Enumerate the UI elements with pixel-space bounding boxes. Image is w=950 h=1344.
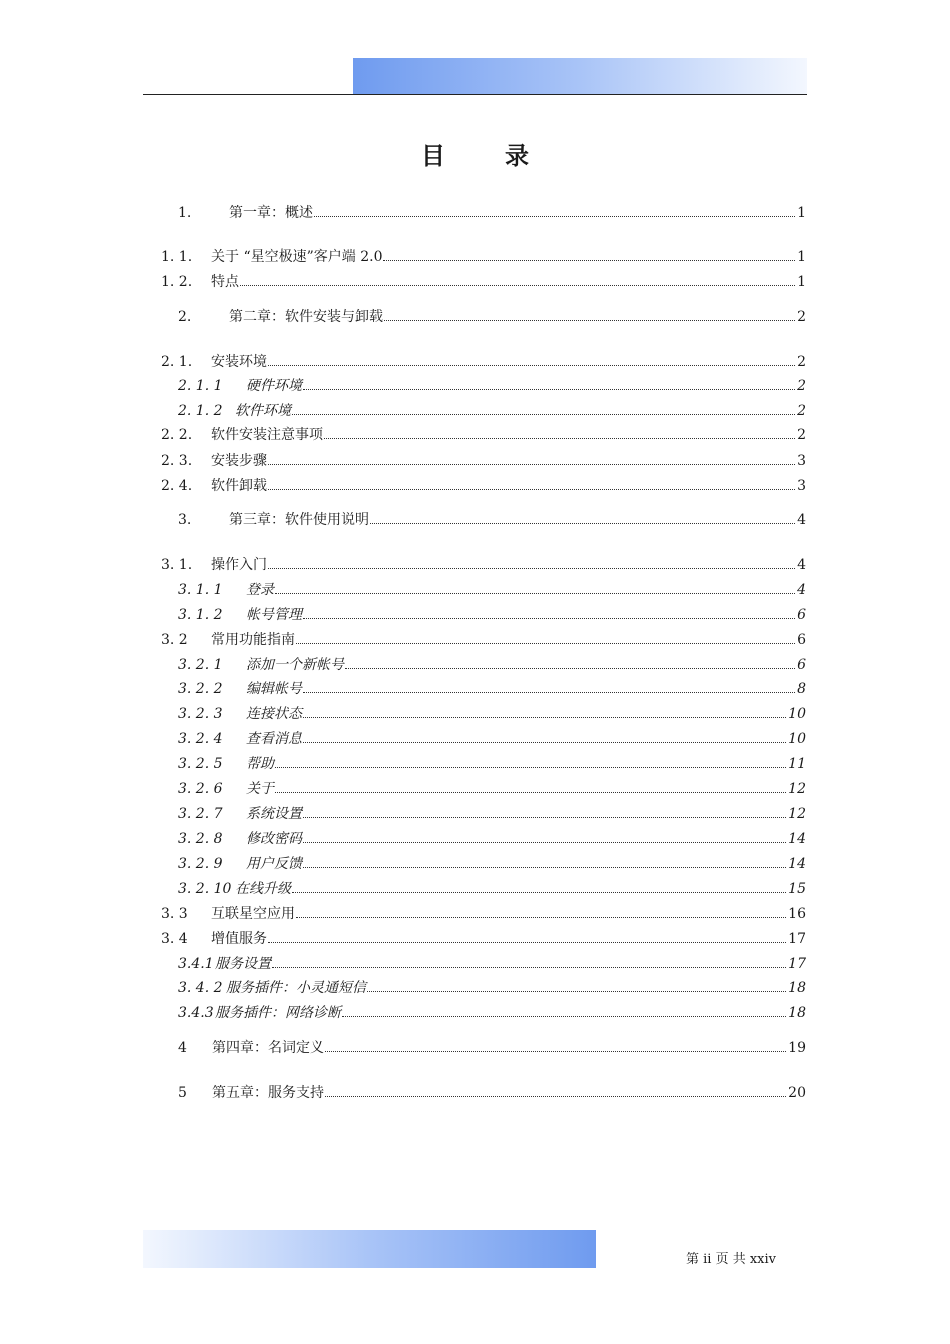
- toc-dot-leader: [345, 668, 795, 669]
- toc-entry[interactable]: [178, 604, 806, 624]
- toc-entry-page-number: 11: [788, 756, 806, 772]
- toc-dot-leader: [384, 320, 795, 321]
- toc-entry-number: 3. 2. 1: [178, 657, 223, 673]
- toc-entry-title: 增值服务: [211, 931, 267, 947]
- toc-dot-leader: [268, 568, 795, 569]
- toc-entry-page-number: 6: [797, 657, 806, 673]
- toc-entry-title: 第五章：服务支持: [212, 1085, 324, 1101]
- toc-dot-leader: [303, 842, 786, 843]
- toc-entry[interactable]: [178, 828, 806, 848]
- toc-entry-page-number: 1: [797, 205, 806, 221]
- toc-entry-number: 3.4.3: [178, 1005, 214, 1021]
- toc-entry-page-number: 17: [788, 931, 806, 947]
- toc-entry[interactable]: [178, 306, 806, 326]
- toc-dot-leader: [268, 489, 795, 490]
- toc-entry-page-number: 14: [788, 856, 806, 872]
- toc-entry-title: 帮助: [246, 756, 274, 772]
- toc-entry-title: 软件安装注意事项: [211, 427, 323, 443]
- toc-entry[interactable]: [178, 703, 806, 723]
- toc-entry[interactable]: [178, 1082, 806, 1102]
- toc-entry[interactable]: [178, 509, 806, 529]
- toc-entry-number: 3. 2. 4: [178, 731, 223, 747]
- toc-entry-title: 软件卸载: [211, 478, 267, 494]
- toc-entry-number: 2. 3.: [161, 453, 193, 469]
- toc-entry-page-number: 17: [788, 956, 806, 972]
- toc-entry[interactable]: [161, 903, 806, 923]
- toc-dot-leader: [275, 593, 795, 594]
- toc-entry-title: 关于: [246, 781, 274, 797]
- toc-dot-leader: [268, 464, 795, 465]
- toc-entry[interactable]: [178, 1002, 806, 1022]
- toc-entry-number: 3. 4: [161, 931, 188, 947]
- toc-dot-leader: [325, 1096, 786, 1097]
- toc-entry[interactable]: [161, 246, 806, 266]
- toc-entry-title: 第四章：名词定义: [212, 1040, 324, 1056]
- toc-entry-title: 查看消息: [246, 731, 302, 747]
- toc-entry-number: 2.: [178, 309, 192, 325]
- toc-entry-number: 3. 2. 8: [178, 831, 223, 847]
- toc-entry[interactable]: [161, 424, 806, 444]
- toc-entry-page-number: 16: [788, 906, 806, 922]
- toc-entry[interactable]: [178, 803, 806, 823]
- toc-dot-leader: [268, 365, 795, 366]
- toc-entry-page-number: 20: [788, 1085, 806, 1101]
- toc-entry-page-number: 2: [797, 354, 806, 370]
- toc-dot-leader: [303, 867, 786, 868]
- toc-entry-number: 2. 1. 1: [178, 378, 223, 394]
- toc-entry-page-number: 4: [797, 582, 806, 598]
- toc-entry-title: 服务设置: [215, 956, 271, 972]
- toc-entry[interactable]: [161, 475, 806, 495]
- toc-entry-number: 3. 2. 3: [178, 706, 223, 722]
- toc-entry-page-number: 12: [788, 806, 806, 822]
- toc-entry[interactable]: [161, 629, 806, 649]
- toc-entry-title: 操作入门: [211, 557, 267, 573]
- toc-dot-leader: [240, 285, 795, 286]
- toc-entry-page-number: 2: [797, 309, 806, 325]
- toc-entry-title: 修改密码: [246, 831, 302, 847]
- toc-dot-leader: [296, 643, 795, 644]
- toc-entry-number: 3.4.1: [178, 956, 214, 972]
- page-footer: 第 ii 页 共 xxiv: [686, 1252, 777, 1267]
- toc-dot-leader: [303, 618, 795, 619]
- toc-entry-number: 3. 2. 10: [178, 881, 232, 897]
- toc-entry-number: 2. 2.: [161, 427, 193, 443]
- toc-entry-title: 第三章：软件使用说明: [229, 512, 369, 528]
- toc-entry-title: 第一章：概述: [229, 205, 313, 221]
- toc-entry[interactable]: [178, 778, 806, 798]
- toc-entry-page-number: 6: [797, 632, 806, 648]
- toc-entry-number: 1.: [178, 205, 192, 221]
- toc-entry-page-number: 4: [797, 557, 806, 573]
- toc-entry[interactable]: [161, 351, 806, 371]
- toc-dot-leader: [325, 1051, 786, 1052]
- toc-entry[interactable]: [161, 450, 806, 470]
- toc-dot-leader: [303, 692, 795, 693]
- toc-entry-title: 系统设置: [246, 806, 302, 822]
- toc-dot-leader: [324, 438, 795, 439]
- toc-entry-title: 软件环境: [235, 403, 291, 419]
- toc-dot-leader: [292, 414, 795, 415]
- toc-entry-page-number: 6: [797, 607, 806, 623]
- toc-entry[interactable]: [178, 878, 806, 898]
- toc-entry-title: 常用功能指南: [211, 632, 295, 648]
- toc-entry-number: 1. 1.: [161, 249, 193, 265]
- toc-entry-number: 3. 1. 1: [178, 582, 223, 598]
- toc-entry-page-number: 2: [797, 378, 806, 394]
- toc-entry-number: 3. 2. 6: [178, 781, 223, 797]
- toc-dot-leader: [272, 967, 786, 968]
- toc-dot-leader: [303, 742, 786, 743]
- toc-entry-page-number: 2: [797, 403, 806, 419]
- toc-dot-leader: [370, 523, 795, 524]
- toc-entry-title: 互联星空应用: [211, 906, 295, 922]
- toc-entry-page-number: 3: [797, 453, 806, 469]
- toc-entry-title: 第二章：软件安装与卸载: [229, 309, 383, 325]
- toc-entry-title: 编辑帐号: [246, 681, 302, 697]
- toc-entry-page-number: 1: [797, 249, 806, 265]
- toc-dot-leader: [342, 1016, 786, 1017]
- toc-entry-number: 1. 2.: [161, 274, 193, 290]
- page-title: 目 录: [421, 141, 547, 170]
- toc-dot-leader: [314, 216, 795, 217]
- toc-dot-leader: [383, 260, 795, 261]
- toc-entry-number: 3. 2. 5: [178, 756, 223, 772]
- toc-entry-page-number: 8: [797, 681, 806, 697]
- footer-gradient-band: [143, 1230, 596, 1268]
- toc-dot-leader: [268, 942, 786, 943]
- toc-entry-title: 安装环境: [211, 354, 267, 370]
- toc-entry[interactable]: [178, 753, 806, 773]
- toc-entry-page-number: 19: [788, 1040, 806, 1056]
- toc-dot-leader: [303, 817, 786, 818]
- toc-entry-page-number: 4: [797, 512, 806, 528]
- toc-dot-leader: [275, 767, 786, 768]
- toc-entry-title: 添加一个新帐号: [246, 657, 344, 673]
- toc-entry-title: 关于 “星空极速”客户端 2.0: [211, 249, 383, 265]
- toc-entry[interactable]: [178, 1037, 806, 1057]
- toc-entry-number: 3. 3: [161, 906, 188, 922]
- toc-entry[interactable]: [178, 579, 806, 599]
- toc-entry-number: 3. 4. 2: [178, 980, 223, 996]
- toc-entry[interactable]: [161, 928, 806, 948]
- toc-entry[interactable]: [178, 400, 806, 420]
- toc-entry-number: 3. 2. 9: [178, 856, 223, 872]
- toc-entry[interactable]: [178, 953, 806, 973]
- toc-dot-leader: [303, 717, 786, 718]
- toc-entry-page-number: 18: [788, 980, 806, 996]
- toc-entry[interactable]: [178, 853, 806, 873]
- toc-entry-number: 2. 1.: [161, 354, 193, 370]
- toc-entry-title: 帐号管理: [246, 607, 302, 623]
- toc-dot-leader: [367, 991, 786, 992]
- toc-dot-leader: [303, 389, 795, 390]
- toc-entry-title: 用户反馈: [246, 856, 302, 872]
- toc-entry[interactable]: [178, 728, 806, 748]
- toc-entry-page-number: 2: [797, 427, 806, 443]
- toc-entry-page-number: 12: [788, 781, 806, 797]
- toc-entry-number: 2. 4.: [161, 478, 193, 494]
- toc-entry-page-number: 14: [788, 831, 806, 847]
- toc-dot-leader: [292, 892, 786, 893]
- toc-entry-number: 3. 2. 2: [178, 681, 223, 697]
- toc-entry-number: 3. 1. 2: [178, 607, 223, 623]
- toc-dot-leader: [296, 917, 786, 918]
- toc-dot-leader: [275, 792, 786, 793]
- toc-entry-page-number: 1: [797, 274, 806, 290]
- toc-entry-title: 安装步骤: [211, 453, 267, 469]
- toc-entry[interactable]: [161, 554, 806, 574]
- toc-entry-page-number: 3: [797, 478, 806, 494]
- toc-entry-number: 4: [178, 1040, 187, 1056]
- toc-entry-title: 服务插件：小灵通短信: [226, 980, 366, 996]
- toc-entry-title: 特点: [211, 274, 239, 290]
- toc-entry[interactable]: [178, 202, 806, 222]
- toc-entry-page-number: 10: [788, 706, 806, 722]
- toc-entry-title: 服务插件：网络诊断: [215, 1005, 341, 1021]
- toc-entry[interactable]: [161, 271, 806, 291]
- toc-entry-title: 在线升级: [235, 881, 291, 897]
- toc-entry[interactable]: [178, 654, 806, 674]
- toc-entry-page-number: 18: [788, 1005, 806, 1021]
- toc-entry[interactable]: [178, 375, 806, 395]
- toc-entry-page-number: 10: [788, 731, 806, 747]
- toc-entry-number: 2. 1. 2: [178, 403, 223, 419]
- toc-entry[interactable]: [178, 678, 806, 698]
- toc-entry-number: 5: [178, 1085, 187, 1101]
- toc-entry-title: 登录: [246, 582, 274, 598]
- toc-entry-page-number: 15: [788, 881, 806, 897]
- toc-entry-title: 连接状态: [246, 706, 302, 722]
- toc-entry-title: 硬件环境: [246, 378, 302, 394]
- toc-entry-number: 3. 2: [161, 632, 188, 648]
- toc-entry-number: 3. 1.: [161, 557, 193, 573]
- toc-entry-number: 3. 2. 7: [178, 806, 223, 822]
- toc-entry[interactable]: [178, 977, 806, 997]
- toc-entry-number: 3.: [178, 512, 192, 528]
